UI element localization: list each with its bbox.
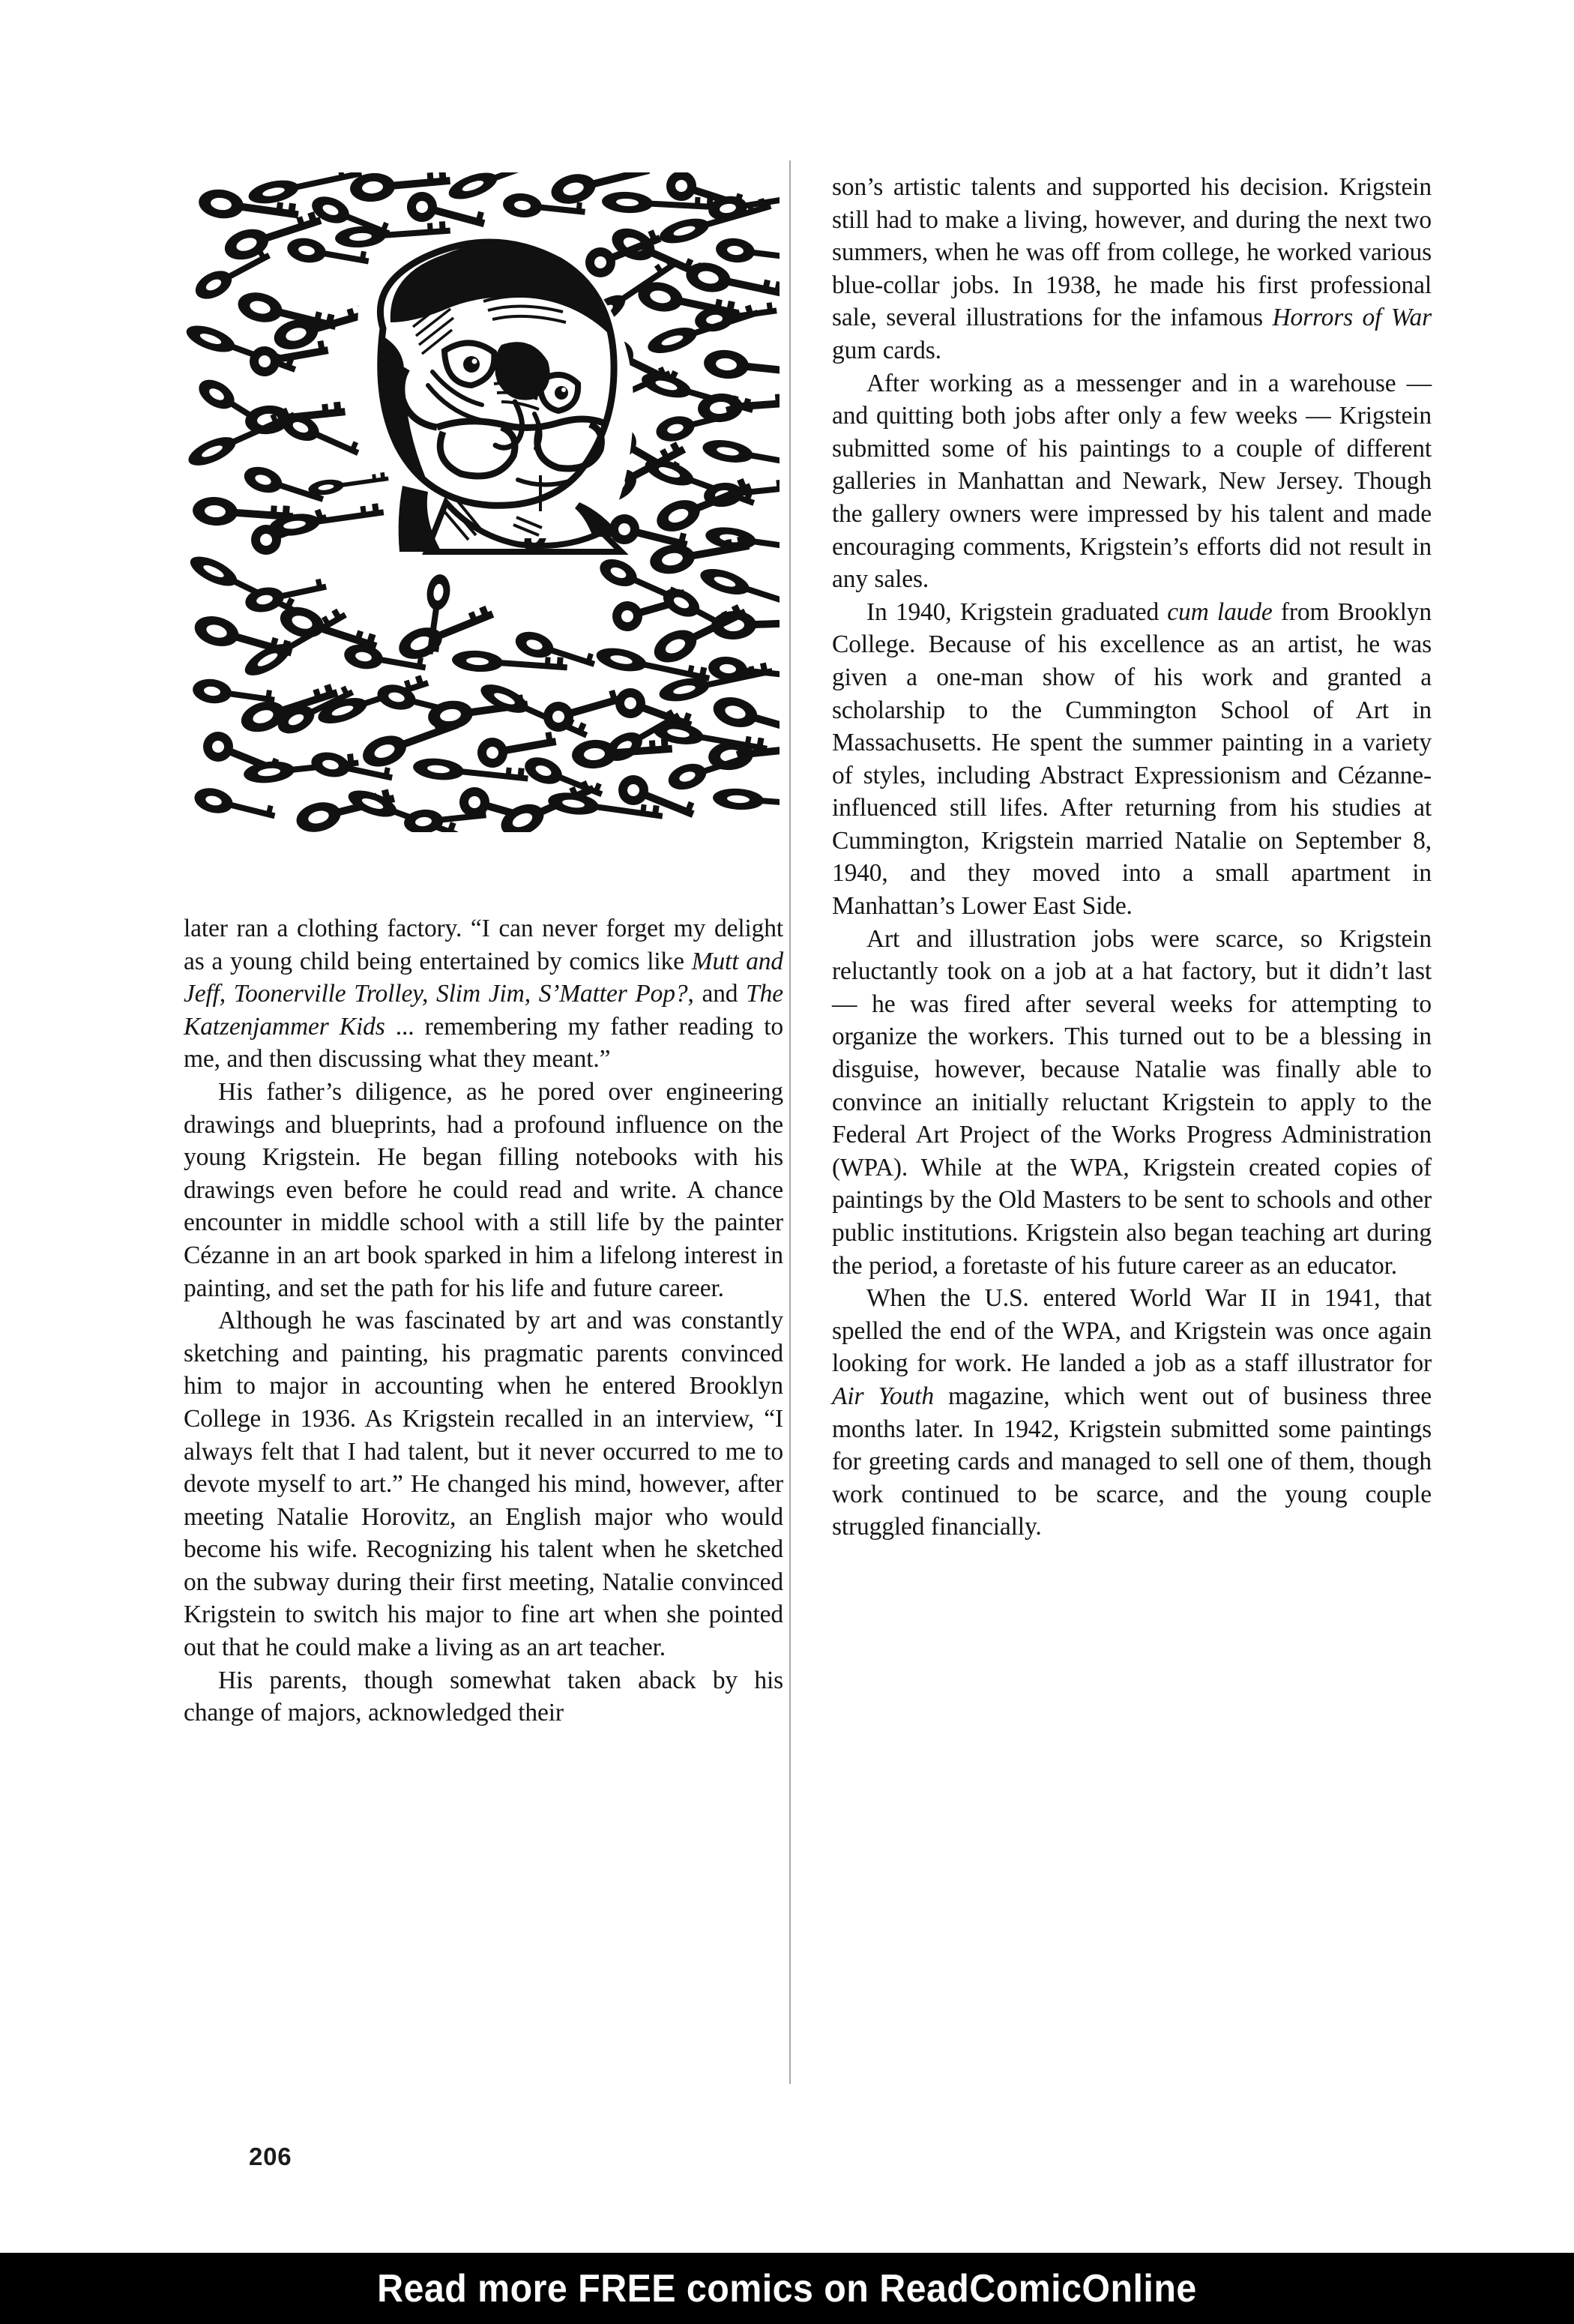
paragraph: In 1940, Krigstein graduated cum laude from Brooklyn College. Because of his excellence as an artist, he was given a one-man show of his work and granted a scholarship to the Cummington School of Art in Massachusetts. He spent the summer painting in a variety of styles, including Abstract Expressionism and Cézanne-influenced still lifes. After returning from his studies at Cummington, Krigstein married Natalie on September 8, 1940, and they moved into a small apartment in Manhattan’s Lower East Side. (832, 597, 1432, 921)
left-text-column (184, 172, 783, 1730)
paragraph: later ran a clothing factory. “I can never forget my delight as a young child being entertained by comics like Mutt and Jeff, Toonerville Trolley, Slim Jim, S’Matter Pop?, and The Katzenjammer Kids ... remembering my father reading to me, and then discussing what they meant.” (184, 915, 783, 1074)
readcomiconline-promo-banner[interactable] (0, 2253, 1574, 2324)
paragraph: Art and illustration jobs were scarce, so Krigstein reluctantly took on a job at a hat factory, but it didn’t last — he was fired after several weeks for attempting to organize the workers. This turned out to be a blessing in disguise, however, because Natalie was finally able to convince an initially reluctant Krigstein to apply to the Federal Art Project of the Works Progress Administration (WPA). While at the WPA, Krigstein created copies of paintings by the Old Masters to be sent to schools and other public institutions. Krigstein also began teaching art during the period, a foretaste of his future career as an educator. (832, 924, 1432, 1280)
paragraph: son’s artistic talents and supported his decision. Krigstein still had to make a living, however, and during the next two summers, when he was off from college, he worked various blue-collar jobs. In 1938, he made his first professional sale, several illustrations for the infamous Horrors of War gum cards. (832, 173, 1432, 364)
krigstein-keys-caricature-illustration (184, 172, 780, 832)
promo-banner-text: Read more FREE comics on ReadComicOnline (377, 2266, 1197, 2311)
page-number: 206 (249, 2143, 292, 2170)
paragraph: His parents, though somewhat taken aback by his change of majors, acknowledged their (184, 1666, 783, 1727)
paragraph: Although he was fascinated by art and was constantly sketching and painting, his pragmatic parents convinced him to major in accounting when he entered Brooklyn College in 1936. As Krigstein recalled in an interview, “I always felt that I had talent, but it never occurred to me to devote myself to art.” He changed his mind, however, after meeting Natalie Horovitz, an English major who would become his wife. Recognizing his talent when he sketched on the subway during their first meeting, Natalie convinced Krigstein to switch his major to fine art when she pointed out that he could make a living as an art teacher. (184, 1307, 783, 1662)
left-column-body-text (184, 912, 783, 1730)
paragraph: After working as a messenger and in a warehouse — and quitting both jobs after only a few weeks — Krigstein submitted some of his paintings to a couple of different galleries in Manhattan and Newark, New Jersey. Though the gallery owners were impressed by his talent and made encouraging comments, Krigstein’s efforts did not result in any sales. (832, 369, 1432, 594)
paragraph: When the U.S. entered World War II in 1941, that spelled the end of the WPA, and Krigstein was once again looking for work. He landed a job as a staff illustrator for Air Youth magazine, which went out of business three months later. In 1942, Krigstein submitted some paintings for greeting cards and managed to sell one of them, though work continued to be scarce, and the young couple struggled financially. (832, 1284, 1432, 1541)
column-divider-rule (789, 160, 791, 2084)
right-text-column (832, 171, 1432, 1544)
paragraph: His father’s diligence, as he pored over engineering drawings and blueprints, had a profound influence on the young Krigstein. He began filling notebooks with his drawings even before he could read and write. A chance encounter in middle school with a still life by the painter Cézanne in an art book sparked in him a lifelong interest in painting, and set the path for his life and future career. (184, 1077, 783, 1302)
